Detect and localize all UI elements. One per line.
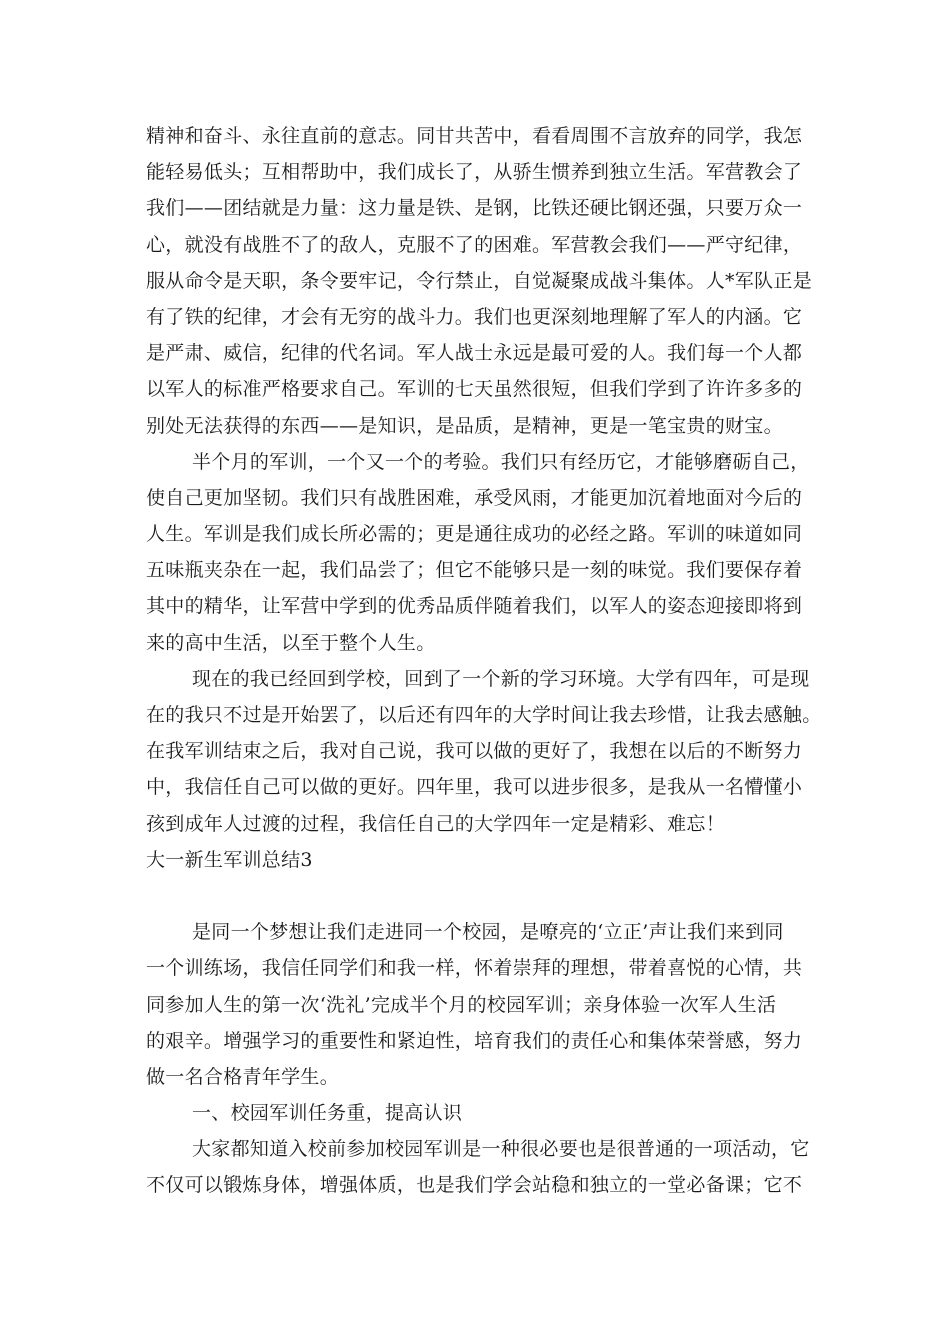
text-line: 以军人的标准严格要求自己。军训的七天虽然很短，但我们学到了许许多多的 <box>146 378 803 401</box>
paragraph-2 <box>146 444 814 661</box>
text-line: 别处无法获得的东西——是知识，是品质，是精神，更是一笔宝贵的财宝。 <box>146 414 783 437</box>
text-line: 五味瓶夹杂在一起，我们品尝了；但它不能够只是一刻的味觉。我们要保存着 <box>146 559 803 582</box>
text-line: 服从命令是天职，条令要牢记，令行禁止，自觉凝聚成战斗集体。人*军队正是 <box>146 269 813 292</box>
paragraph-4 <box>146 914 814 1095</box>
text-line: 现在的我已经回到学校，回到了一个新的学习环境。大学有四年，可是现 <box>192 667 810 690</box>
document-body <box>146 118 822 1204</box>
text-line: 中，我信任自己可以做的更好。四年里，我可以进步很多，是我从一名懵懂小 <box>146 776 803 799</box>
blank-line <box>146 878 814 914</box>
text-line: 心，就没有战胜不了的敌人，克服不了的困难。军营教会我们——严守纪律， <box>146 233 803 256</box>
paragraph-3 <box>146 661 822 842</box>
text-line: 的艰辛。增强学习的重要性和紧迫性，培育我们的责任心和集体荣誉感，努力 <box>146 1029 803 1052</box>
text-line: 不仅可以锻炼身体，增强体质，也是我们学会站稳和独立的一堂必备课；它不 <box>146 1174 803 1197</box>
section-title: 大一新生军训总结3 <box>146 848 313 871</box>
text-line: 大家都知道入校前参加校园军训是一种很必要也是很普通的一项活动，它 <box>192 1138 810 1161</box>
subheading: 一、校园军训任务重，提高认识 <box>192 1102 463 1125</box>
text-line: 在我军训结束之后，我对自己说，我可以做的更好了，我想在以后的不断努力 <box>146 740 803 763</box>
text-line: 在的我只不过是开始罢了，以后还有四年的大学时间让我去珍惜，让我去感触。 <box>146 704 822 726</box>
text-line: 能轻易低头；互相帮助中，我们成长了，从骄生惯养到独立生活。军营教会了 <box>146 161 803 184</box>
text-line: 是严肃、威信，纪律的代名词。军人战士永远是最可爱的人。我们每一个人都 <box>146 342 803 365</box>
text-line: 来的高中生活，以至于整个人生。 <box>146 631 436 654</box>
text-line: 一个训练场，我信任同学们和我一样，怀着崇拜的理想，带着喜悦的心情，共 <box>146 957 803 980</box>
text-line: 我们——团结就是力量：这力量是铁、是钢，比铁还硬比钢还强，只要万众一 <box>146 197 803 220</box>
text-line: 人生。军训是我们成长所必需的；更是通往成功的必经之路。军训的味道如同 <box>146 523 803 546</box>
text-line: 有了铁的纪律，才会有无穷的战斗力。我们也更深刻地理解了军人的内涵。它 <box>146 305 803 328</box>
text-line: 使自己更加坚韧。我们只有战胜困难，承受风雨，才能更加沉着地面对今后的 <box>146 486 803 509</box>
text-line: 精神和奋斗、永往直前的意志。同甘共苦中，看看周围不言放弃的同学，我怎 <box>146 125 803 147</box>
paragraph-5 <box>146 1131 814 1203</box>
text-line: 其中的精华，让军营中学到的优秀品质伴随着我们，以军人的姿态迎接即将到 <box>146 595 803 618</box>
text-line: 同参加人生的第一次‘洗礼’完成半个月的校园军训；亲身体验一次军人生活 <box>146 993 777 1016</box>
text-line: 孩到成年人过渡的过程，我信任自己的大学四年一定是精彩、难忘！ <box>146 812 726 835</box>
text-line: 是同一个梦想让我们走进同一个校园，是嘹亮的‘立正’声让我们来到同 <box>192 921 784 944</box>
paragraph-1 <box>146 118 814 444</box>
text-line: 做一名合格青年学生。 <box>146 1065 340 1088</box>
text-line: 半个月的军训，一个又一个的考验。我们只有经历它，才能够磨砺自己， <box>192 450 810 473</box>
